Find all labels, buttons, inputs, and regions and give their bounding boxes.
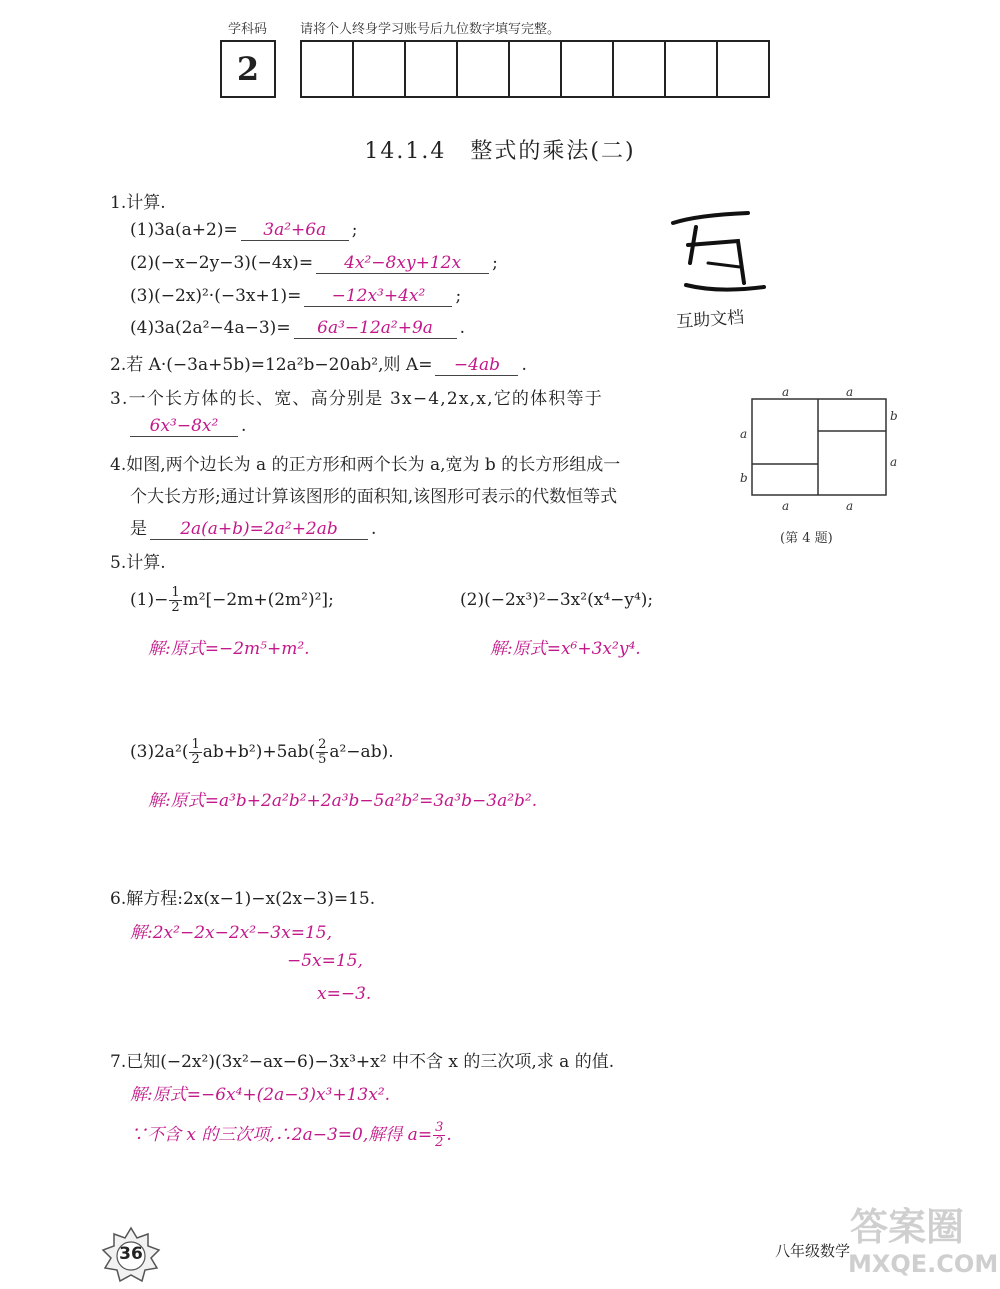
digit-box[interactable] xyxy=(718,42,770,96)
fraction-numerator: 1 xyxy=(191,737,200,752)
q7-solution-1: 解:原式=−6x⁴+(2a−3)x³+13x². xyxy=(130,1085,391,1105)
digit-box[interactable] xyxy=(354,42,406,96)
fraction-numerator: 1 xyxy=(171,585,180,600)
fig-left-label: b xyxy=(740,471,748,485)
q5-part2: (2)(−2x³)²−3x²(x⁴−y⁴); xyxy=(460,590,654,610)
fraction-numerator: 2 xyxy=(318,737,327,752)
q1-item-4 xyxy=(130,318,465,339)
q4-prefix: 是 xyxy=(130,519,147,539)
q5-stem: 5.计算. xyxy=(110,553,166,573)
q5-part1-solution: 解:原式=−2m⁵+m². xyxy=(148,639,310,659)
fraction xyxy=(316,738,328,767)
q1-3-suffix: ; xyxy=(455,286,462,306)
fraction xyxy=(169,586,181,615)
rectangle-diagram xyxy=(740,385,900,515)
page-title: 14.1.4 整式的乘法(二) xyxy=(364,139,636,164)
digit-box[interactable] xyxy=(458,42,510,96)
fig-left-label: a xyxy=(740,427,748,441)
digit-box[interactable] xyxy=(666,42,718,96)
fraction-denominator: 5 xyxy=(318,752,327,767)
q5-part3-solution: 解:原式=a³b+2a²b²+2a³b−5a²b²=3a³b−3a²b². xyxy=(148,791,538,811)
fig-top-label: a xyxy=(782,385,790,399)
digit-box[interactable] xyxy=(406,42,458,96)
q5-p1-pre: (1)− xyxy=(130,590,169,610)
q1-4-answer: 6a³−12a²+9a xyxy=(294,318,457,339)
watermark-logo: 答案圈 xyxy=(850,1205,965,1249)
fig-right-label: b xyxy=(890,409,898,423)
q4-line1: 4.如图,两个边长为 a 的正方形和两个长为 a,宽为 b 的长方形组成一 xyxy=(110,455,621,475)
logo-text: 互助文档 xyxy=(675,307,745,333)
q6-solution-3: x=−3. xyxy=(317,984,372,1004)
rectangle-figure xyxy=(740,385,900,545)
q4-line3 xyxy=(130,514,376,540)
q5-part1 xyxy=(130,586,334,615)
q1-stem: 1.计算. xyxy=(110,193,166,213)
q3-answer: 6x³−8x² xyxy=(130,416,238,437)
q1-item-2 xyxy=(130,253,498,274)
fraction xyxy=(433,1121,445,1150)
q6-solution-1: 解:2x²−2x−2x²−3x=15, xyxy=(130,923,332,943)
q4-answer: 2a(a+b)=2a²+2ab xyxy=(150,519,368,540)
q1-1-prefix: (1)3a(a+2)= xyxy=(130,220,238,240)
digit-box[interactable] xyxy=(510,42,562,96)
q2-suffix: . xyxy=(521,355,527,375)
figure-caption: (第 4 题) xyxy=(780,531,833,546)
q1-3-answer: −12x³+4x² xyxy=(304,286,452,307)
fraction xyxy=(189,738,201,767)
q4-suffix: . xyxy=(371,519,377,539)
q3-suffix: . xyxy=(241,416,247,436)
q7-solution-2 xyxy=(130,1120,452,1150)
fraction-denominator: 2 xyxy=(171,600,180,615)
q1-1-answer: 3a²+6a xyxy=(241,220,349,241)
q1-item-1 xyxy=(130,220,357,241)
q2 xyxy=(110,350,527,376)
q6-solution-2: −5x=15, xyxy=(287,951,363,971)
q1-4-suffix: . xyxy=(459,318,465,338)
subject-code-label: 学科码 xyxy=(228,22,268,37)
fraction-numerator: 3 xyxy=(435,1120,444,1135)
fig-bottom-label: a xyxy=(782,499,790,513)
q4-line2: 个大长方形;通过计算该图形的面积知,该图形可表示的代数恒等式 xyxy=(130,487,618,507)
q7-stem: 7.已知(−2x²)(3x²−ax−6)−3x³+x² 中不含 x 的三次项,求 a 的值. xyxy=(110,1052,615,1072)
grade-subject-label: 八年级数学 xyxy=(775,1242,851,1260)
q7-sol2-pre: ∵不含 x 的三次项,∴2a−3=0,解得 a= xyxy=(130,1125,433,1145)
q5-p3-pre: (3)2a²( xyxy=(130,742,189,762)
q1-item-3 xyxy=(130,286,461,307)
page-number-badge xyxy=(98,1224,164,1284)
fig-top-label: a xyxy=(846,385,854,399)
account-instruction: 请将个人终身学习账号后九位数字填写完整。 xyxy=(300,22,561,37)
q1-2-answer: 4x²−8xy+12x xyxy=(316,253,489,274)
fig-right-label: a xyxy=(890,455,898,469)
q1-1-suffix: ; xyxy=(351,220,358,240)
q1-4-prefix: (4)3a(2a²−4a−3)= xyxy=(130,318,291,338)
q7-sol2-post: . xyxy=(446,1125,452,1145)
logo-mark-icon xyxy=(668,205,778,305)
q3-line1: 3.一个长方体的长、宽、高分别是 3x−4,2x,x,它的体积等于 xyxy=(110,389,603,409)
q5-p3-mid: ab+b²)+5ab( xyxy=(202,742,316,762)
fig-bottom-label: a xyxy=(846,499,854,513)
digit-box[interactable] xyxy=(614,42,666,96)
q6-stem: 6.解方程:2x(x−1)−x(2x−3)=15. xyxy=(110,889,376,909)
digit-box[interactable] xyxy=(562,42,614,96)
q1-3-prefix: (3)(−2x)²·(−3x+1)= xyxy=(130,286,302,306)
q3-line2 xyxy=(130,416,246,437)
q1-2-suffix: ; xyxy=(492,253,498,273)
watermark-url: MXQE.COM xyxy=(848,1250,999,1278)
fraction-denominator: 2 xyxy=(435,1135,444,1150)
digit-box[interactable] xyxy=(302,42,354,96)
subject-code-box: 2 xyxy=(220,40,276,98)
q5-p3-post: a²−ab). xyxy=(329,742,394,762)
q1-2-prefix: (2)(−x−2y−3)(−4x)= xyxy=(130,253,314,273)
account-digit-boxes xyxy=(300,40,770,98)
q5-part3 xyxy=(130,738,394,767)
fraction-denominator: 2 xyxy=(191,752,200,767)
q5-p1-post: m²[−2m+(2m²)²]; xyxy=(182,590,334,610)
logo xyxy=(668,205,778,335)
q5-part2-solution: 解:原式=x⁶+3x²y⁴. xyxy=(490,639,641,659)
q2-prefix: 2.若 A·(−3a+5b)=12a²b−20ab²,则 A= xyxy=(110,355,433,375)
q2-answer: −4ab xyxy=(435,355,518,376)
page-number: 36 xyxy=(119,1244,143,1264)
